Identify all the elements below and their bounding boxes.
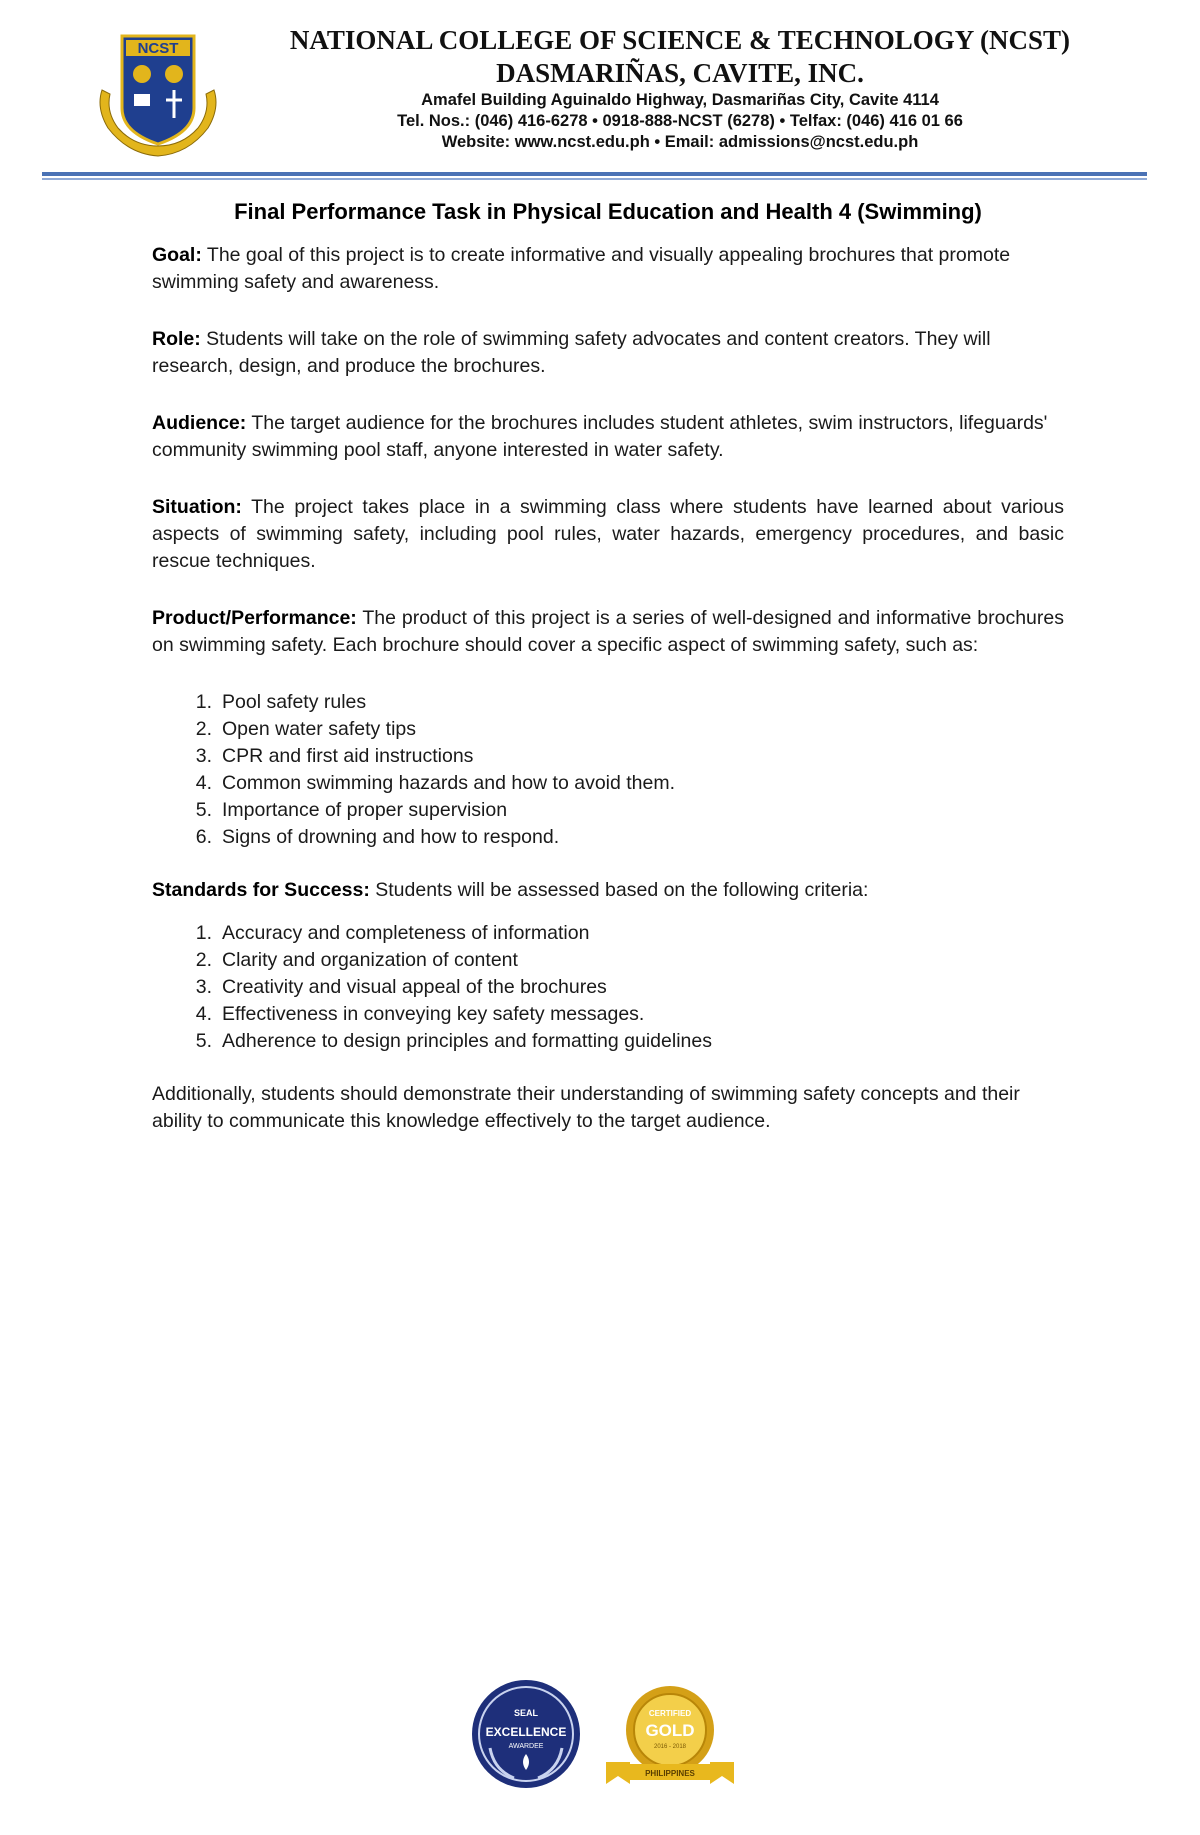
seal-badge-top: SEAL	[513, 1708, 539, 1718]
standards-text: Students will be assessed based on the following criteria:	[369, 879, 869, 901]
standards-list	[152, 920, 1064, 1055]
seal-badge-bottom: AWARDEE	[508, 1743, 544, 1750]
list-item	[152, 947, 1064, 974]
list-item	[152, 1028, 1064, 1055]
situation-text: The project takes place in a swimming class where students have learned about various aspects of swimming safety, including pool rules, water hazards, emergency procedures, and basic rescue techniques.	[152, 496, 1064, 572]
list-number: 2.	[195, 949, 212, 971]
institution-name	[230, 24, 1130, 90]
situation-section	[152, 494, 1064, 575]
list-text: Open water safety tips	[222, 718, 417, 740]
audience-label: Audience:	[152, 412, 247, 434]
header-divider-thin	[42, 178, 1147, 180]
gold-badge-main: GOLD	[645, 1721, 695, 1740]
list-text: Common swimming hazards and how to avoid them.	[222, 772, 676, 794]
list-item	[152, 797, 1064, 824]
list-number: 3.	[195, 976, 212, 998]
list-number: 5.	[195, 1030, 212, 1052]
role-section	[152, 326, 1064, 380]
list-text: Effectiveness in conveying key safety messages.	[222, 1003, 645, 1025]
institution-phones: Tel. Nos.: (046) 416-6278 • 0918-888-NCST (6278) • Telfax: (046) 416 01 66	[397, 112, 963, 130]
list-text: CPR and first aid instructions	[222, 745, 474, 767]
goal-text: The goal of this project is to create informative and visually appealing brochures that promote swimming safety and awareness.	[152, 244, 1011, 293]
goal-section	[152, 242, 1064, 296]
list-item	[152, 974, 1064, 1001]
role-label: Role:	[152, 328, 201, 350]
header-divider	[42, 172, 1147, 176]
seal-of-excellence-badge	[470, 1678, 582, 1790]
footer-badges	[0, 1678, 1200, 1798]
institution-contact	[230, 90, 1130, 153]
institution-web-email: Website: www.ncst.edu.ph • Email: admissions@ncst.edu.ph	[441, 133, 919, 151]
seal-badge-main: EXCELLENCE	[485, 1725, 567, 1739]
letterhead	[0, 0, 1200, 170]
list-item	[152, 920, 1064, 947]
list-item	[152, 689, 1064, 716]
list-number: 6.	[195, 826, 212, 848]
list-number: 4.	[195, 772, 212, 794]
standards-section	[152, 877, 1064, 904]
list-item	[152, 770, 1064, 797]
audience-section	[152, 410, 1064, 464]
institution-name-line2: DASMARIÑAS, CAVITE, INC.	[496, 58, 864, 88]
list-number: 1.	[195, 922, 212, 944]
list-item	[152, 743, 1064, 770]
list-text: Accuracy and completeness of information	[222, 922, 590, 944]
product-list	[152, 689, 1064, 851]
institution-name-line1: NATIONAL COLLEGE OF SCIENCE & TECHNOLOGY (NCST)	[289, 25, 1071, 55]
situation-label: Situation:	[152, 496, 242, 518]
document-body	[152, 198, 1064, 1165]
list-item	[152, 824, 1064, 851]
list-number: 2.	[195, 718, 212, 740]
gold-badge-ribbon: PHILIPPINES	[645, 1769, 695, 1778]
list-number: 5.	[195, 799, 212, 821]
list-number: 1.	[195, 691, 212, 713]
logo-text: NCST	[137, 40, 179, 57]
list-text: Signs of drowning and how to respond.	[222, 826, 560, 848]
product-label: Product/Performance:	[152, 607, 357, 629]
document-title: Final Performance Task in Physical Education and Health 4 (Swimming)	[234, 199, 982, 224]
list-text: Pool safety rules	[222, 691, 367, 713]
product-section	[152, 605, 1064, 659]
product-text: The product of this project is a series of well-designed and informative brochures on swimming safety. Each brochure should cover a specific aspect of swimming safety, such as:	[152, 607, 1064, 656]
list-text: Importance of proper supervision	[222, 799, 508, 821]
gold-badge-years: 2016 - 2018	[653, 1744, 687, 1750]
institution-address: Amafel Building Aguinaldo Highway, Dasmariñas City, Cavite 4114	[421, 91, 939, 109]
ncst-logo	[94, 28, 222, 158]
list-text: Adherence to design principles and formatting guidelines	[222, 1030, 712, 1052]
standards-label: Standards for Success:	[152, 879, 370, 901]
list-text: Creativity and visual appeal of the brochures	[222, 976, 607, 998]
closing-paragraph: Additionally, students should demonstrate their understanding of swimming safety concepts and their ability to communicate this knowledge effectively to the target audience.	[152, 1083, 1020, 1132]
list-number: 3.	[195, 745, 212, 767]
list-item	[152, 716, 1064, 743]
list-text: Clarity and organization of content	[222, 949, 518, 971]
audience-text: The target audience for the brochures includes student athletes, swim instructors, lifeguards' community swimming pool staff, anyone interested in water safety.	[152, 412, 1048, 461]
role-text: Students will take on the role of swimming safety advocates and content creators. They will research, design, and produce the brochures.	[152, 328, 991, 377]
list-number: 4.	[195, 1003, 212, 1025]
goal-label: Goal:	[152, 244, 202, 266]
list-item	[152, 1001, 1064, 1028]
certified-gold-badge	[600, 1684, 740, 1790]
gold-badge-top: CERTIFIED	[648, 1709, 692, 1718]
